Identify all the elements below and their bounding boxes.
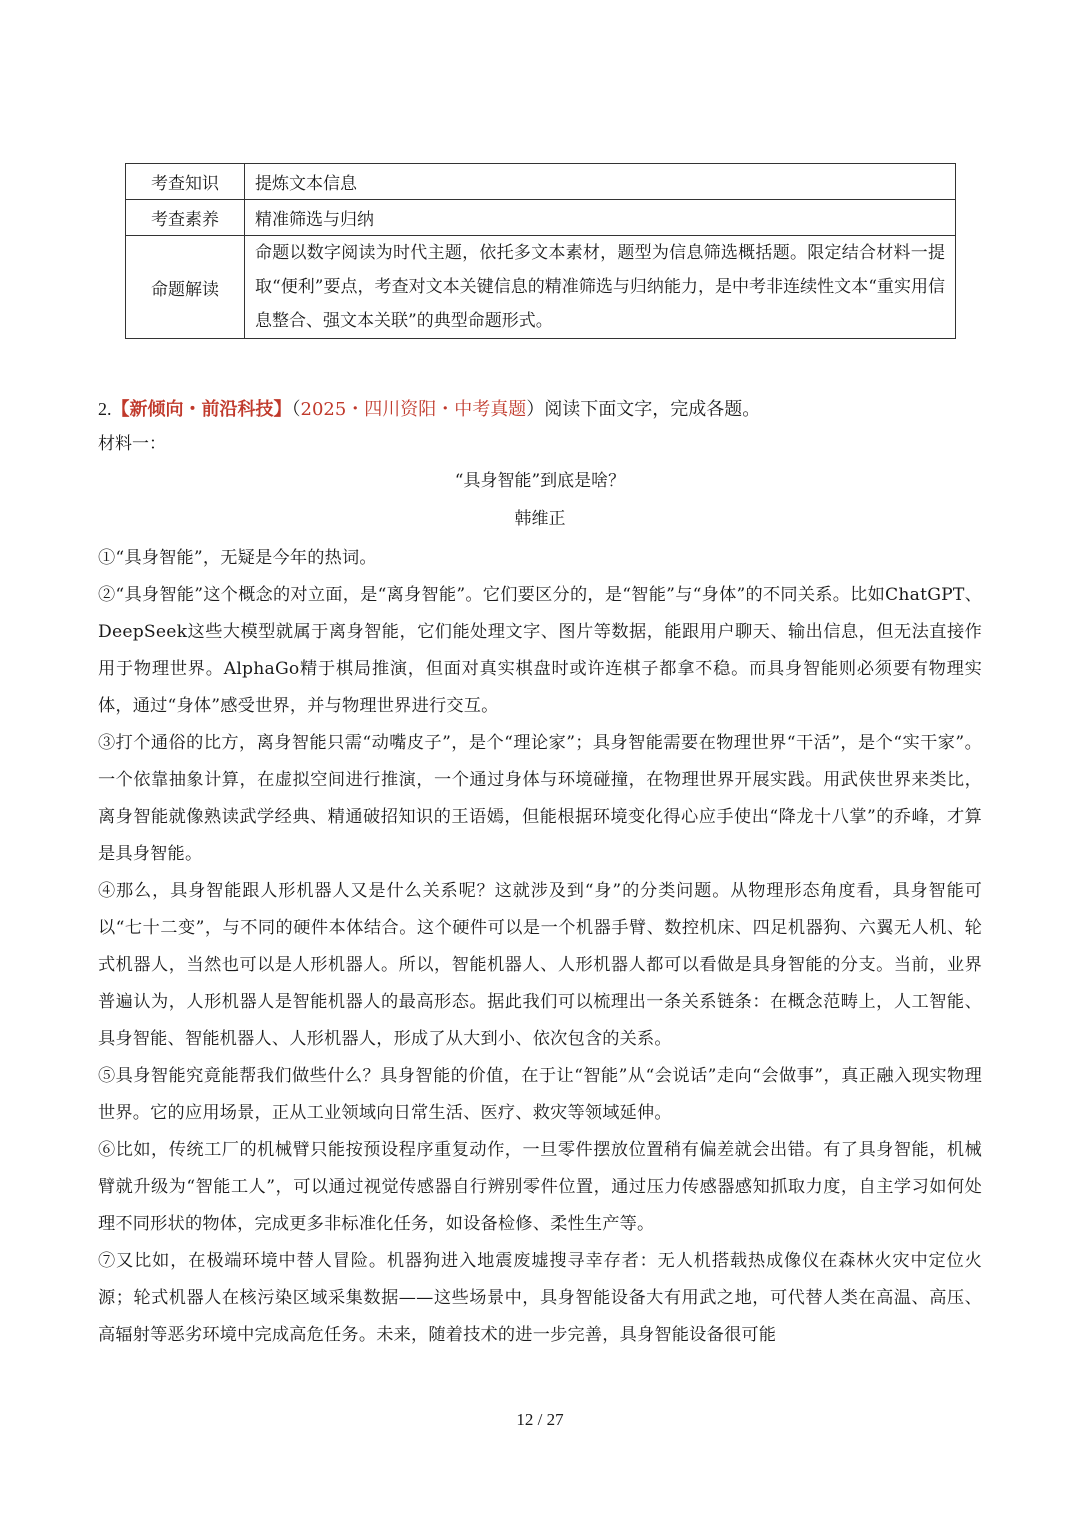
table-row xyxy=(126,200,956,236)
article-title: “具身智能”到底是啥？ xyxy=(454,471,626,491)
question-tag: 【新倾向・前沿科技】 xyxy=(111,399,292,420)
row-content: 提炼文本信息 xyxy=(245,164,956,200)
paragraph: ①“具身智能”，无疑是今年的热词。 xyxy=(98,548,377,568)
row-label: 考查知识 xyxy=(126,164,245,200)
table-row xyxy=(126,164,956,200)
question-instruction: 阅读下面文字，完成各题。 xyxy=(544,399,761,420)
paragraph: ⑤具身智能究竟能帮我们做些什么？具身智能的价值，在于让“智能”从“会说话”走向“会做事”，真正融入现实物理世界。它的应用场景，正从工业领域向日常生活、医疗、救灾等领域延伸。 xyxy=(98,1066,982,1123)
row-label: 命题解读 xyxy=(126,236,245,339)
article-body xyxy=(98,540,982,1354)
question-header xyxy=(98,394,760,425)
exam-info-table xyxy=(125,163,956,339)
paragraph: ⑦又比如，在极端环境中替人冒险。机器狗进入地震废墟搜寻幸存者：无人机搭载热成像仪在森林火灾中定位火源；轮式机器人在核污染区域采集数据——这些场景中，具身智能设备大有用武之地，可代替人类在高温、高压、高辐射等恶劣环境中完成高危任务。未来，随着技术的进一步完善，具身智能设备很可能 xyxy=(98,1251,982,1345)
paragraph: ④那么，具身智能跟人形机器人又是什么关系呢？这就涉及到“身”的分类问题。从物理形态角度看，具身智能可以“七十二变”，与不同的硬件本体结合。这个硬件可以是一个机器手臂、数控机床、四足机器狗、六翼无人机、轮式机器人，当然也可以是人形机器人。所以，智能机器人、人形机器人都可以看做是具身智能的分支。当前，业界普遍认为，人形机器人是智能机器人的最高形态。据此我们可以梳理出一条关系链条：在概念范畴上，人工智能、具身智能、智能机器人、人形机器人，形成了从大到小、依次包含的关系。 xyxy=(98,881,982,1049)
article-author: 韩维正 xyxy=(514,509,566,529)
source-paren-open: （ xyxy=(291,399,301,420)
question-number: 2. xyxy=(98,399,112,419)
table-row xyxy=(126,236,956,339)
material-label: 材料一： xyxy=(98,434,166,454)
paragraph: ⑥比如，传统工厂的机械臂只能按预设程序重复动作，一旦零件摆放位置稍有偏差就会出错。有了具身智能，机械臂就升级为“智能工人”，可以通过视觉传感器自行辨别零件位置，通过压力传感器感知抓取力度，自主学习如何处理不同形状的物体，完成更多非标准化任务，如设备检修、柔性生产等。 xyxy=(98,1140,982,1234)
row-label: 考查素养 xyxy=(126,200,245,236)
row-content: 精准筛选与归纳 xyxy=(245,200,956,236)
paragraph: ③打个通俗的比方，离身智能只需“动嘴皮子”，是个“理论家”；具身智能需要在物理世界“干活”，是个“实干家”。一个依靠抽象计算，在虚拟空间进行推演，一个通过身体与环境碰撞，在物理世界开展实践。用武侠世界来类比，离身智能就像熟读武学经典、精通破招知识的王语嫣，但能根据环境变化得心应手使出“降龙十八掌”的乔峰，才算是具身智能。 xyxy=(98,733,982,864)
page-number: 12 / 27 xyxy=(516,1410,564,1429)
paragraph: ②“具身智能”这个概念的对立面，是“离身智能”。它们要区分的，是“智能”与“身体”的不同关系。比如ChatGPT、DeepSeek这些大模型就属于离身智能，它们能处理文字、图片等数据，能跟用户聊天、输出信息，但无法直接作用于物理世界。AlphaGo精于棋局推演，但面对真实棋盘时或许连棋子都拿不稳。而具身智能则必须要有物理实体，通过“身体”感受世界，并与物理世界进行交互。 xyxy=(98,585,982,716)
question-source: 2025・四川资阳・中考真题 xyxy=(300,399,527,420)
source-paren-close: ） xyxy=(526,399,545,420)
row-content: 命题以数字阅读为时代主题，依托多文本素材，题型为信息筛选概括题。限定结合材料一提取“便利”要点，考查对文本关键信息的精准筛选与归纳能力，是中考非连续性文本“重实用信息整合、强文本关联”的典型命题形式。 xyxy=(245,236,956,339)
